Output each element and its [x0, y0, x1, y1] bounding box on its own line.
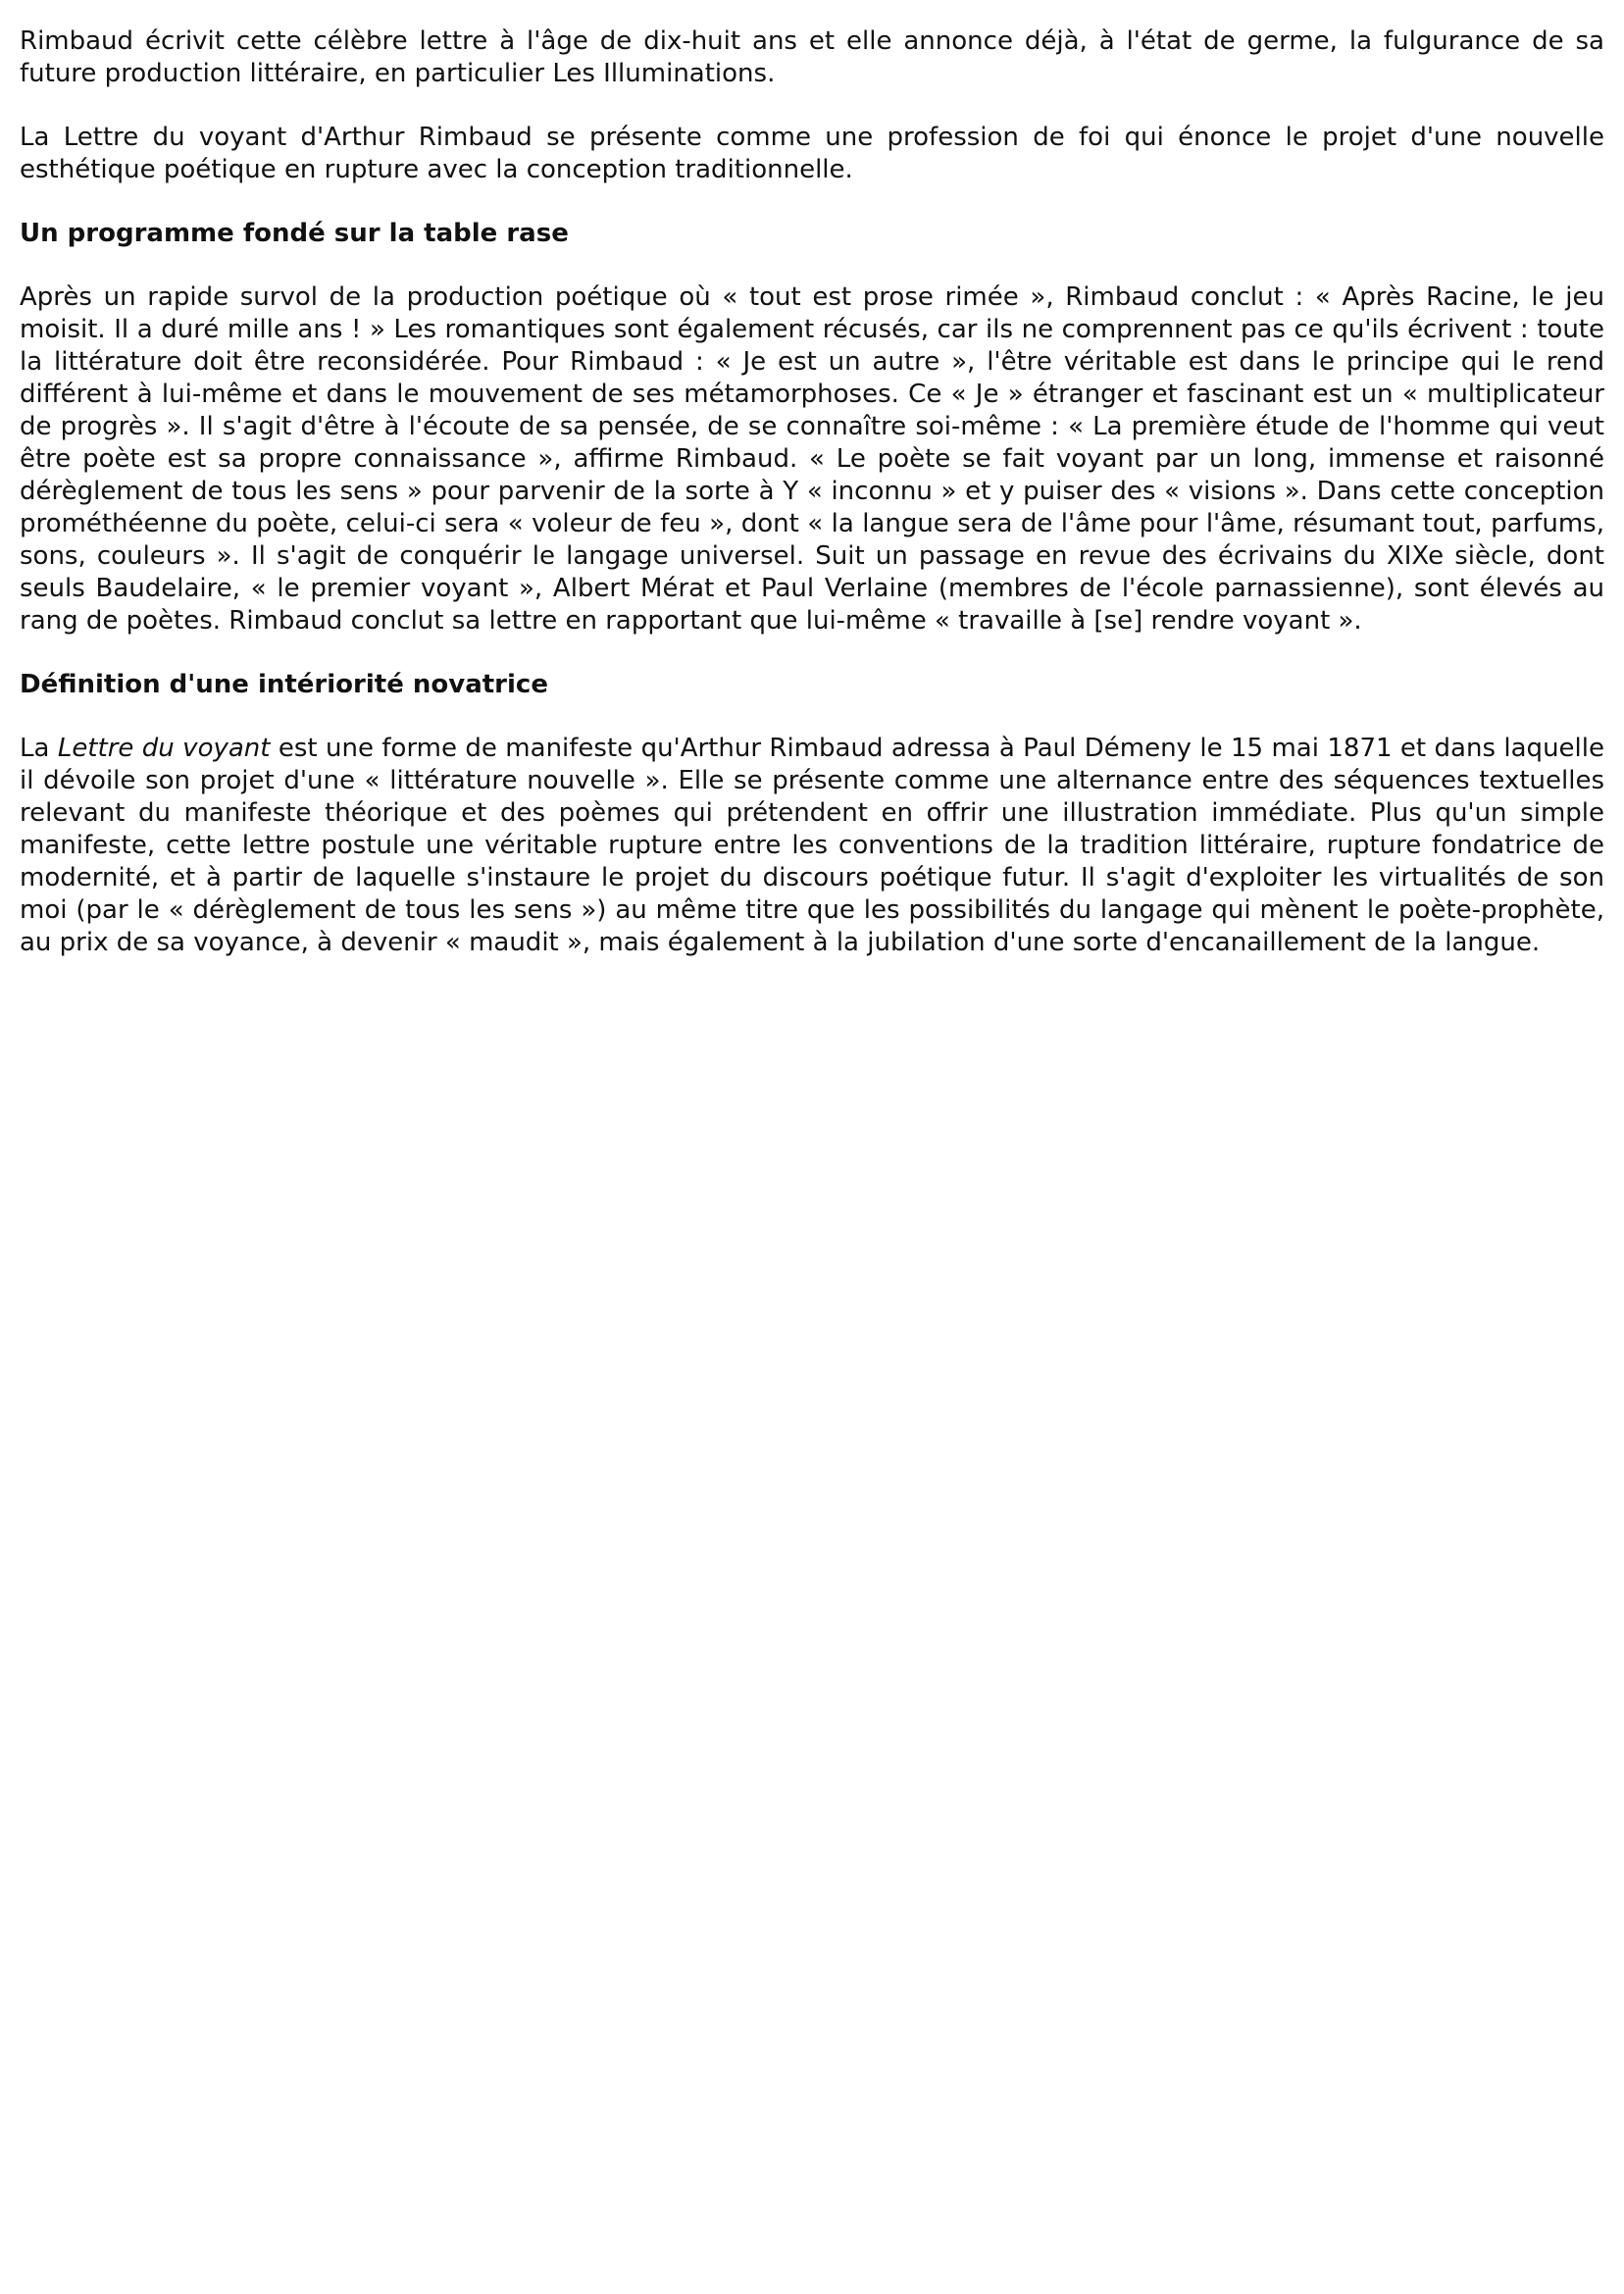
section-2-heading: Définition d'une intériorité novatrice [20, 670, 548, 699]
intro-paragraph-1: Rimbaud écrivit cette célèbre lettre à l'âge de dix-huit ans et elle annonce déjà, à l'état de germe, la fulgurance de sa future production littéraire, en particulier Les Illuminations. [20, 26, 1604, 88]
section-2-paragraph [20, 733, 1604, 959]
section-2-title-italic: Lettre du voyant [57, 734, 271, 763]
section-1-heading: Un programme fondé sur la table rase [20, 219, 569, 248]
section-1-paragraph: Après un rapide survol de la production poétique où « tout est prose rimée », Rimbaud conclut : « Après Racine, le jeu moisit. Il a duré mille ans ! » Les romantiques sont également récusés, car ils ne comprennent pas ce qu'ils écrivent : toute la littérature doit être reconsidérée. Pour Rimbaud : « Je est un autre », l'être véritable est dans le principe qui le rend différent à lui-même et dans le mouvement de ses métamorphoses. Ce « Je » étranger et fascinant est un « multiplicateur de progrès ». Il s'agit d'être à l'écoute de sa pensée, de se connaître soi-même : « La première étude de l'homme qui veut être poète est sa propre connaissance », affirme Rimbaud. « Le poète se fait voyant par un long, immense et raisonné dérèglement de tous les sens » pour parvenir de la sorte à Y « inconnu » et y puiser des « visions ». Dans cette conception prométhéenne du poète, celui-ci sera « voleur de feu », dont « la langue sera de l'âme pour l'âme, résumant tout, parfums, sons, couleurs ». Il s'agit de conquérir le langage universel. Suit un passage en revue des écrivains du XIXe siècle, dont seuls Baudelaire, « le premier voyant », Albert Mérat et Paul Verlaine (membres de l'école parnassienne), sont élevés au rang de poètes. Rimbaud conclut sa lettre en rapportant que lui-même « travaille à [se] rendre voyant ». [20, 282, 1604, 636]
document-page [20, 25, 1604, 991]
intro-paragraph-2: La Lettre du voyant d'Arthur Rimbaud se présente comme une profession de foi qui énonce le projet d'une nouvelle esthétique poétique en rupture avec la conception traditionnelle. [20, 123, 1604, 184]
section-2-paragraph-lead: La [20, 734, 58, 763]
section-2-paragraph-rest: est une forme de manifeste qu'Arthur Rimbaud adressa à Paul Démeny le 15 mai 1871 et dans laquelle il dévoile son projet d'une « littérature nouvelle ». Elle se présente comme une alternance entre des séquences textuelles relevant du manifeste théorique et des poèmes qui prétendent en offrir une illustration immédiate. Plus qu'un simple manifeste, cette lettre postule une véritable rupture entre les conventions de la tradition littéraire, rupture fondatrice de modernité, et à partir de laquelle s'instaure le projet du discours poétique futur. Il s'agit d'exploiter les virtualités de son moi (par le « dérèglement de tous les sens ») au même titre que les possibilités du langage qui mènent le poète-prophète, au prix de sa voyance, à devenir « maudit », mais également à la jubilation d'une sorte d'encanaillement de la langue. [20, 734, 1604, 957]
